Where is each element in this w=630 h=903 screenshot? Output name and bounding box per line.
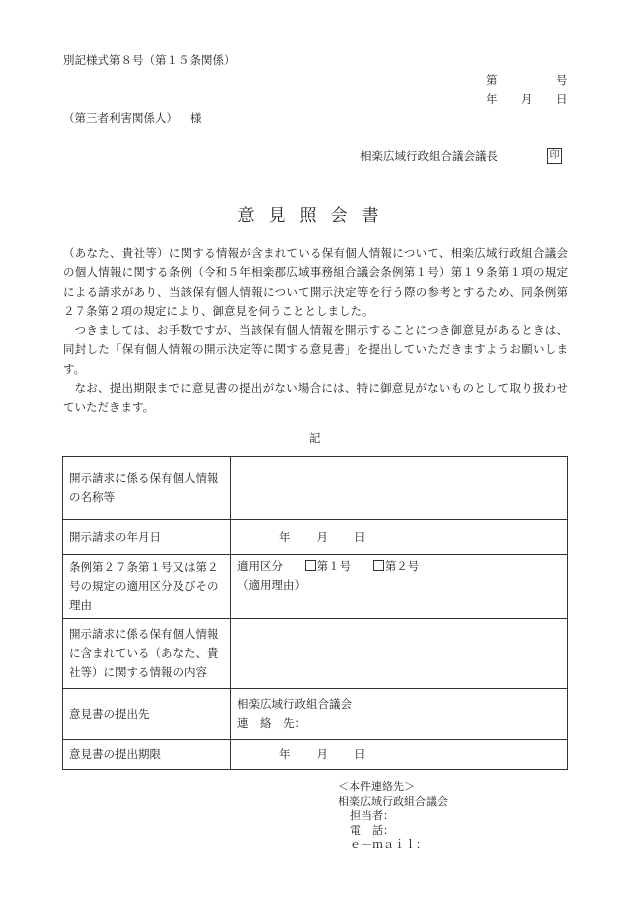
date-month: 月	[521, 92, 533, 106]
row-value-category	[231, 555, 568, 619]
row-label-request-date: 開示請求の年月日	[63, 520, 231, 555]
deadline-day: 日	[354, 747, 366, 761]
table-row	[63, 689, 568, 740]
table-row	[63, 619, 568, 689]
table-row	[63, 457, 568, 520]
option-1	[305, 559, 352, 573]
doc-number-suffix: 号	[556, 73, 568, 87]
submit-contact: 連 絡 先：	[237, 716, 306, 730]
category-line	[237, 557, 561, 576]
recipient-honorific: 様	[190, 111, 202, 125]
doc-number-prefix: 第	[486, 73, 498, 87]
date-year: 年	[486, 92, 498, 106]
option-1-label: 第１号	[316, 559, 352, 573]
row-label-info-content: 開示請求に係る保有個人情報に含まれている（あなた、貴社等）に関する情報の内容	[63, 619, 231, 689]
seal-mark: 印	[547, 148, 562, 164]
date-day: 日	[556, 92, 568, 106]
table-row	[63, 740, 568, 770]
row-label-info-name: 開示請求に係る保有個人情報の名称等	[63, 457, 231, 520]
row-label-deadline: 意見書の提出期限	[63, 740, 231, 770]
category-label: 適用区分	[237, 559, 283, 573]
contact-block	[338, 780, 448, 853]
contact-person: 担当者：	[350, 809, 394, 822]
info-table	[62, 456, 568, 770]
deadline-month: 月	[316, 747, 328, 761]
contact-email: ｅ－ｍａｉｌ：	[350, 838, 427, 851]
form-number: 別記様式第８号（第１５条関係）	[63, 53, 236, 67]
option-2-label: 第２号	[384, 559, 420, 573]
row-value-info-name	[231, 457, 568, 520]
contact-org: 相楽広域行政組合議会	[338, 794, 448, 808]
request-date-year: 年	[279, 529, 291, 544]
paragraph-1: （あなた、貴社等）に関する情報が含まれている保有個人情報について、相楽広域行政組合議会の個人情報に関する条例（令和５年相楽郡広域事務組合議会条例第１号）第１９条第１項の規定による請求があり、当該保有個人情報について開示決定等を行う際の参考とするため、同条例第２７条第２項の規定により、御意見を伺うこととしました。	[63, 246, 568, 318]
row-label-category: 条例第２７条第１号又は第２号の規定の適用区分及びその理由	[63, 555, 231, 619]
submit-org: 相楽広域行政組合議会	[237, 697, 352, 711]
sender: 相楽広域行政組合議会議長	[360, 149, 498, 163]
checkbox-option-1[interactable]	[305, 560, 316, 571]
body-text	[63, 244, 568, 418]
row-value-deadline	[231, 740, 568, 770]
reason-label: （適用理由）	[237, 578, 306, 592]
table-row	[63, 520, 568, 555]
row-label-submit-to: 意見書の提出先	[63, 689, 231, 740]
recipient: （第三者利害関係人）	[63, 111, 178, 125]
table-row	[63, 555, 568, 619]
contact-heading: ＜本件連絡先＞	[338, 780, 415, 793]
option-2	[373, 559, 420, 573]
request-date-day: 日	[354, 529, 366, 544]
deadline-year: 年	[279, 747, 291, 761]
row-value-request-date	[231, 520, 568, 555]
contact-phone: 電 話：	[350, 823, 394, 837]
ki-heading: 記	[309, 431, 321, 445]
row-value-submit-to	[231, 689, 568, 740]
paragraph-3: なお、提出期限までに意見書の提出がない場合には、特に御意見がないものとして取り扱わせていただきます。	[63, 381, 568, 415]
page-title: 意見照会書	[237, 206, 393, 226]
row-value-info-content	[231, 619, 568, 689]
paragraph-2: つきましては、お手数ですが、当該保有個人情報を開示することにつき御意見があるときは、同封した「保有個人情報の開示決定等に関する意見書」を提出していただきますようお願いします。	[63, 323, 568, 376]
request-date-month: 月	[316, 529, 328, 544]
checkbox-option-2[interactable]	[373, 560, 384, 571]
